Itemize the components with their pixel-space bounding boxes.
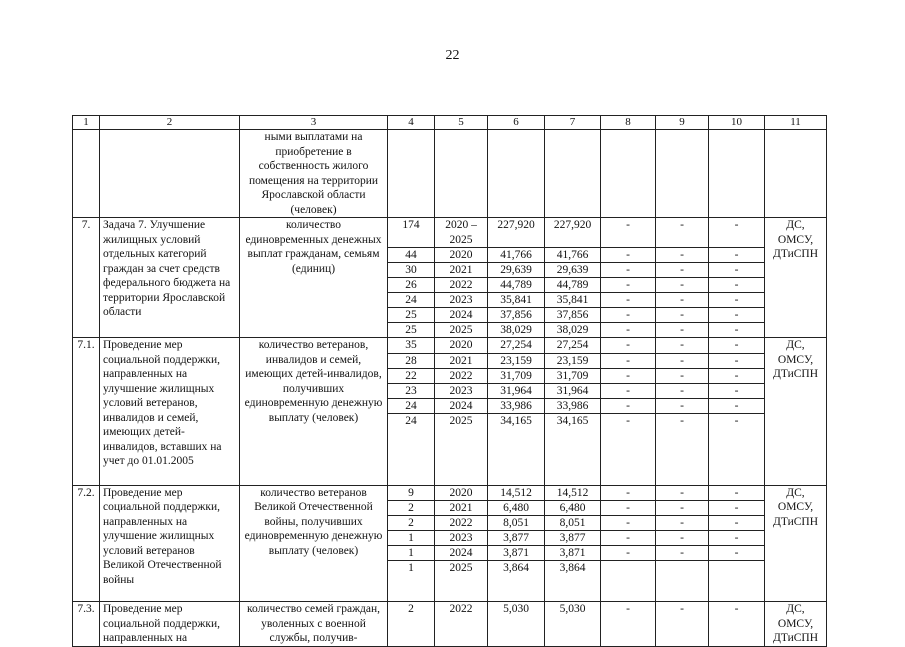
- cell-c10: [709, 561, 765, 602]
- cell-c8: -: [601, 501, 656, 516]
- cell-c8: [601, 561, 656, 602]
- cell-c8: -: [601, 263, 656, 278]
- cell-c10: -: [709, 546, 765, 561]
- cell-c7: 8,051: [545, 516, 601, 531]
- cell-c8: -: [601, 546, 656, 561]
- cell-c10: -: [709, 368, 765, 383]
- cell-c9: -: [656, 323, 709, 338]
- column-header: 5: [435, 116, 488, 130]
- cell-c5: 2020: [435, 338, 488, 354]
- cell-c5: 2025: [435, 323, 488, 338]
- cell-c6: 6,480: [488, 501, 545, 516]
- cell-c6: 5,030: [488, 602, 545, 647]
- section-indicator: количество единовременных денежных выплат гражданам, семьям (единиц): [240, 218, 388, 338]
- cell-c8: -: [601, 293, 656, 308]
- column-header: 6: [488, 116, 545, 130]
- cell-c4: 1: [388, 546, 435, 561]
- cell-c4: 1: [388, 531, 435, 546]
- cell-c5: 2022: [435, 368, 488, 383]
- cell-c8: -: [601, 323, 656, 338]
- cell-c8: -: [601, 398, 656, 413]
- cell-c7: 3,877: [545, 531, 601, 546]
- cell-c9: -: [656, 501, 709, 516]
- cell-c10: -: [709, 602, 765, 647]
- cell-c5: 2020: [435, 485, 488, 501]
- cell-c10: -: [709, 278, 765, 293]
- cell-c10: -: [709, 501, 765, 516]
- cell-c10: -: [709, 531, 765, 546]
- cell-c6: 38,029: [488, 323, 545, 338]
- cell-c7: 5,030: [545, 602, 601, 647]
- cell-c9: -: [656, 398, 709, 413]
- cell-c10: -: [709, 398, 765, 413]
- cell-c8: -: [601, 516, 656, 531]
- section-name: Задача 7. Улучшение жилищных условий отдельных категорий граждан за счет средств федерального бюджета на территории Ярославской области: [100, 218, 240, 338]
- cell-c4: 35: [388, 338, 435, 354]
- table-row: [73, 338, 827, 354]
- continuation-indicator: ными выплатами на приобретение в собственность жилого помещения на территории Ярославской области (человек): [240, 130, 388, 218]
- column-header-row: [73, 116, 827, 130]
- cell-c7: 31,964: [545, 383, 601, 398]
- cell-c6: 8,051: [488, 516, 545, 531]
- cell-c6: 31,709: [488, 368, 545, 383]
- column-header: 1: [73, 116, 100, 130]
- cell-c4: 1: [388, 561, 435, 602]
- section-number: 7.2.: [73, 485, 100, 602]
- cell-c8: -: [601, 308, 656, 323]
- cell-c8: -: [601, 531, 656, 546]
- cell-c4: 23: [388, 383, 435, 398]
- cell-c8: -: [601, 248, 656, 263]
- cell-c8: -: [601, 602, 656, 647]
- cell-c10: -: [709, 516, 765, 531]
- section-executor: ДС, ОМСУ, ДТиСПН: [765, 338, 827, 486]
- cell-c4: 2: [388, 516, 435, 531]
- cell-c5: 2023: [435, 383, 488, 398]
- cell-c4: 2: [388, 501, 435, 516]
- cell-c4: 2: [388, 602, 435, 647]
- cell-c5: 2023: [435, 293, 488, 308]
- section-number: 7.1.: [73, 338, 100, 486]
- cell-c10: -: [709, 308, 765, 323]
- cell-c6: 34,165: [488, 413, 545, 485]
- cell-c8: -: [601, 485, 656, 501]
- cell-c6: 33,986: [488, 398, 545, 413]
- column-header: 2: [100, 116, 240, 130]
- cell-c8: -: [601, 218, 656, 248]
- cell-c7: 37,856: [545, 308, 601, 323]
- cell-c4: 30: [388, 263, 435, 278]
- cell-c6: 44,789: [488, 278, 545, 293]
- cell-c7: 34,165: [545, 413, 601, 485]
- cell-c6: 31,964: [488, 383, 545, 398]
- section-executor: ДС, ОМСУ, ДТиСПН: [765, 218, 827, 338]
- cell-c9: -: [656, 278, 709, 293]
- column-header: 8: [601, 116, 656, 130]
- cell-c9: -: [656, 263, 709, 278]
- cell-c5: 2022: [435, 278, 488, 293]
- cell-c6: 27,254: [488, 338, 545, 354]
- cell-c5: 2025: [435, 561, 488, 602]
- cell-c9: -: [656, 531, 709, 546]
- cell-c6: 23,159: [488, 353, 545, 368]
- section-name: Проведение мер социальной поддержки, направленных на: [100, 602, 240, 647]
- cell-c7: 3,871: [545, 546, 601, 561]
- cell-c9: -: [656, 218, 709, 248]
- cell-c6: 227,920: [488, 218, 545, 248]
- cell-c7: 3,864: [545, 561, 601, 602]
- cell-c5: 2020: [435, 248, 488, 263]
- cell-c9: -: [656, 308, 709, 323]
- cell-c5: 2024: [435, 398, 488, 413]
- cell-c5: 2024: [435, 546, 488, 561]
- cell-c9: -: [656, 338, 709, 354]
- cell-c10: -: [709, 485, 765, 501]
- cell-c4: 174: [388, 218, 435, 248]
- section-indicator: количество ветеранов, инвалидов и семей, имеющих детей-инвалидов, получивших единовременную денежную выплату (человек): [240, 338, 388, 486]
- cell-c10: -: [709, 248, 765, 263]
- cell-c9: -: [656, 293, 709, 308]
- page-number: 22: [445, 48, 460, 63]
- section-number: 7.: [73, 218, 100, 338]
- table-row: [73, 485, 827, 501]
- cell-c4: 44: [388, 248, 435, 263]
- cell-c9: -: [656, 516, 709, 531]
- cell-c9: -: [656, 383, 709, 398]
- section-indicator: количество семей граждан, уволенных с военной службы, получив-: [240, 602, 388, 647]
- cell-c6: 35,841: [488, 293, 545, 308]
- cell-c4: 24: [388, 398, 435, 413]
- cell-c4: 9: [388, 485, 435, 501]
- cell-c5: 2020 – 2025: [435, 218, 488, 248]
- cell-c5: 2021: [435, 353, 488, 368]
- cell-c7: 27,254: [545, 338, 601, 354]
- table-row: [73, 602, 827, 647]
- cell-c4: 22: [388, 368, 435, 383]
- cell-c4: 24: [388, 293, 435, 308]
- cell-c9: -: [656, 248, 709, 263]
- section-executor: ДС, ОМСУ, ДТиСПН: [765, 485, 827, 602]
- cell-c10: -: [709, 383, 765, 398]
- cell-c9: -: [656, 413, 709, 485]
- budget-table: [72, 115, 827, 647]
- cell-c7: 6,480: [545, 501, 601, 516]
- cell-c5: 2025: [435, 413, 488, 485]
- cell-c8: -: [601, 353, 656, 368]
- cell-c4: 25: [388, 308, 435, 323]
- section-number: 7.3.: [73, 602, 100, 647]
- cell-c4: 26: [388, 278, 435, 293]
- cell-c7: 227,920: [545, 218, 601, 248]
- cell-c4: 25: [388, 323, 435, 338]
- cell-c10: -: [709, 263, 765, 278]
- cell-c9: -: [656, 602, 709, 647]
- column-header: 9: [656, 116, 709, 130]
- cell-c9: -: [656, 485, 709, 501]
- cell-c7: 33,986: [545, 398, 601, 413]
- cell-c10: -: [709, 293, 765, 308]
- column-header: 7: [545, 116, 601, 130]
- cell-c7: 35,841: [545, 293, 601, 308]
- cell-c7: 29,639: [545, 263, 601, 278]
- cell-c7: 14,512: [545, 485, 601, 501]
- cell-c10: -: [709, 353, 765, 368]
- column-header: 10: [709, 116, 765, 130]
- cell-c5: 2024: [435, 308, 488, 323]
- cell-c8: -: [601, 383, 656, 398]
- cell-c5: 2021: [435, 263, 488, 278]
- column-header: 3: [240, 116, 388, 130]
- cell-c6: 14,512: [488, 485, 545, 501]
- cell-c5: 2022: [435, 516, 488, 531]
- section-indicator: количество ветеранов Великой Отечественной войны, получивших единовременную денежную выплату (человек): [240, 485, 388, 602]
- cell-c6: 41,766: [488, 248, 545, 263]
- cell-c6: 3,877: [488, 531, 545, 546]
- cell-c6: 29,639: [488, 263, 545, 278]
- cell-c5: 2021: [435, 501, 488, 516]
- column-header: 11: [765, 116, 827, 130]
- cell-c7: 41,766: [545, 248, 601, 263]
- cell-c10: -: [709, 218, 765, 248]
- cell-c10: -: [709, 413, 765, 485]
- cell-c4: 28: [388, 353, 435, 368]
- cell-c4: 24: [388, 413, 435, 485]
- cell-c8: -: [601, 278, 656, 293]
- cell-c7: 44,789: [545, 278, 601, 293]
- cell-c8: -: [601, 368, 656, 383]
- cell-c9: -: [656, 546, 709, 561]
- cell-c6: 37,856: [488, 308, 545, 323]
- table-row: [73, 218, 827, 248]
- cell-c7: 31,709: [545, 368, 601, 383]
- cell-c8: -: [601, 413, 656, 485]
- section-name: Проведение мер социальной поддержки, направленных на улучшение жилищных условий ветеранов, инвалидов и семей, имеющих детей-инвалидов, вставших на учет до 01.01.2005: [100, 338, 240, 486]
- column-header: 4: [388, 116, 435, 130]
- cell-c6: 3,871: [488, 546, 545, 561]
- cell-c10: -: [709, 323, 765, 338]
- cell-c9: [656, 561, 709, 602]
- cell-c7: 23,159: [545, 353, 601, 368]
- cell-c5: 2022: [435, 602, 488, 647]
- section-executor: ДС, ОМСУ, ДТиСПН: [765, 602, 827, 647]
- section-name: Проведение мер социальной поддержки, направленных на улучшение жилищных условий ветеранов Великой Отечественной войны: [100, 485, 240, 602]
- continuation-row: [73, 130, 827, 218]
- cell-c8: -: [601, 338, 656, 354]
- cell-c9: -: [656, 368, 709, 383]
- cell-c5: 2023: [435, 531, 488, 546]
- cell-c6: 3,864: [488, 561, 545, 602]
- cell-c9: -: [656, 353, 709, 368]
- cell-c7: 38,029: [545, 323, 601, 338]
- cell-c10: -: [709, 338, 765, 354]
